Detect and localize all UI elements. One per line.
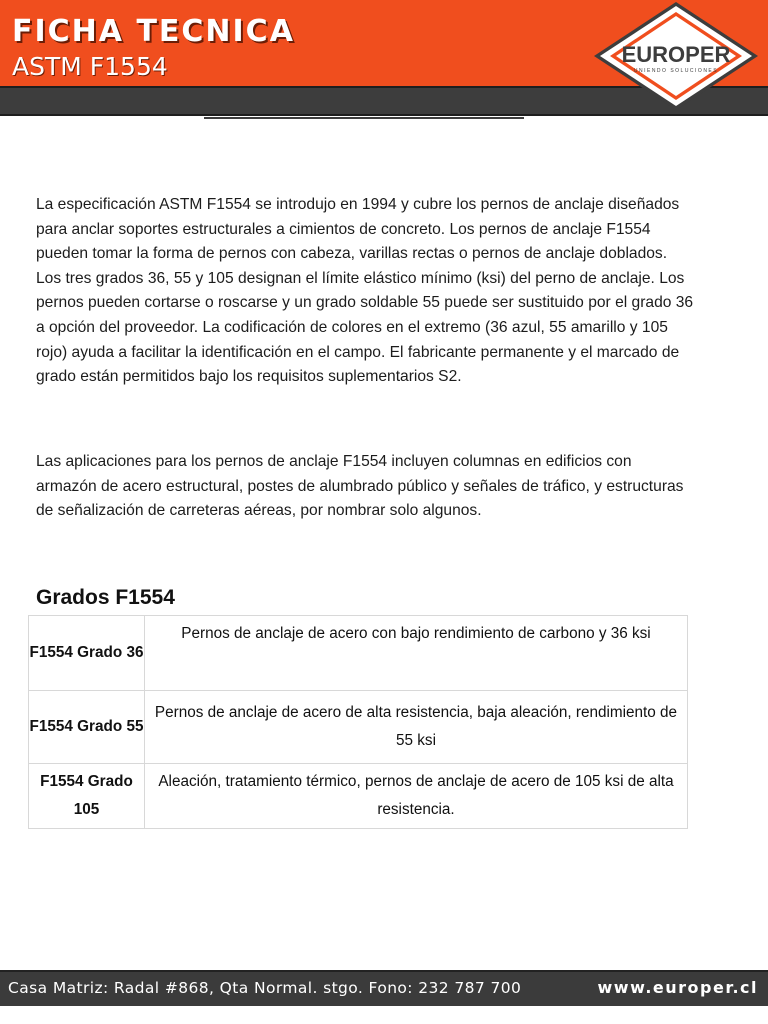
table-row (29, 764, 688, 829)
table-row (29, 691, 688, 764)
intro-paragraph-2: Las aplicaciones para los pernos de anclaje F1554 incluyen columnas en edificios con armazón de acero estructural, postes de alumbrado público y señales de tráfico, y estructuras de señalización de carreteras aéreas, por nombrar solo algunos. (36, 453, 684, 520)
footer-website-link[interactable]: www.europer.cl (597, 978, 758, 997)
table-row (29, 616, 688, 691)
grade-cell: F1554 Grado 105 (29, 764, 145, 829)
description-cell: Aleación, tratamiento térmico, pernos de anclaje de acero de 105 ksi de alta resistencia. (145, 764, 688, 829)
description-cell: Pernos de anclaje de acero con bajo rendimiento de carbono y 36 ksi (145, 616, 688, 691)
footer-bar (0, 970, 768, 1006)
description-cell: Pernos de anclaje de acero de alta resistencia, baja aleación, rendimiento de 55 ksi (145, 691, 688, 764)
europer-logo (590, 0, 762, 112)
footer-address: Casa Matriz: Radal #868, Qta Normal. stgo. Fono: 232 787 700 (8, 979, 522, 997)
logo-wordmark: EUROPER (621, 42, 731, 67)
document-subtitle: ASTM F1554 (12, 52, 168, 81)
grade-cell: F1554 Grado 36 (29, 616, 145, 691)
grades-table (28, 615, 688, 829)
header-divider (204, 117, 524, 119)
logo-tagline: UNIENDO SOLUCIONES (633, 68, 719, 74)
grades-heading: Grados F1554 (36, 586, 175, 609)
document-title: FICHA TECNICA (12, 14, 295, 49)
grade-cell: F1554 Grado 55 (29, 691, 145, 764)
intro-paragraph-1: La especificación ASTM F1554 se introdujo en 1994 y cubre los pernos de anclaje diseñados para anclar soportes estructurales a cimientos de concreto. Los pernos de anclaje F1554 pueden tomar la forma de pernos con cabeza, varillas rectas o pernos de anclaje doblados. Los tres grados 36, 55 y 105 designan el límite elástico mínimo (ksi) del perno de anclaje. Los pernos pueden cortarse o roscarse y un grado soldable 55 puede ser sustituido por el grado 36 a opción del proveedor. La codificación de colores en el extremo (36 azul, 55 amarillo y 105 rojo) ayuda a facilitar la identificación en el campo. El fabricante permanente y el marcado de grado están permitidos bajo los requisitos suplementarios S2. (36, 196, 694, 386)
